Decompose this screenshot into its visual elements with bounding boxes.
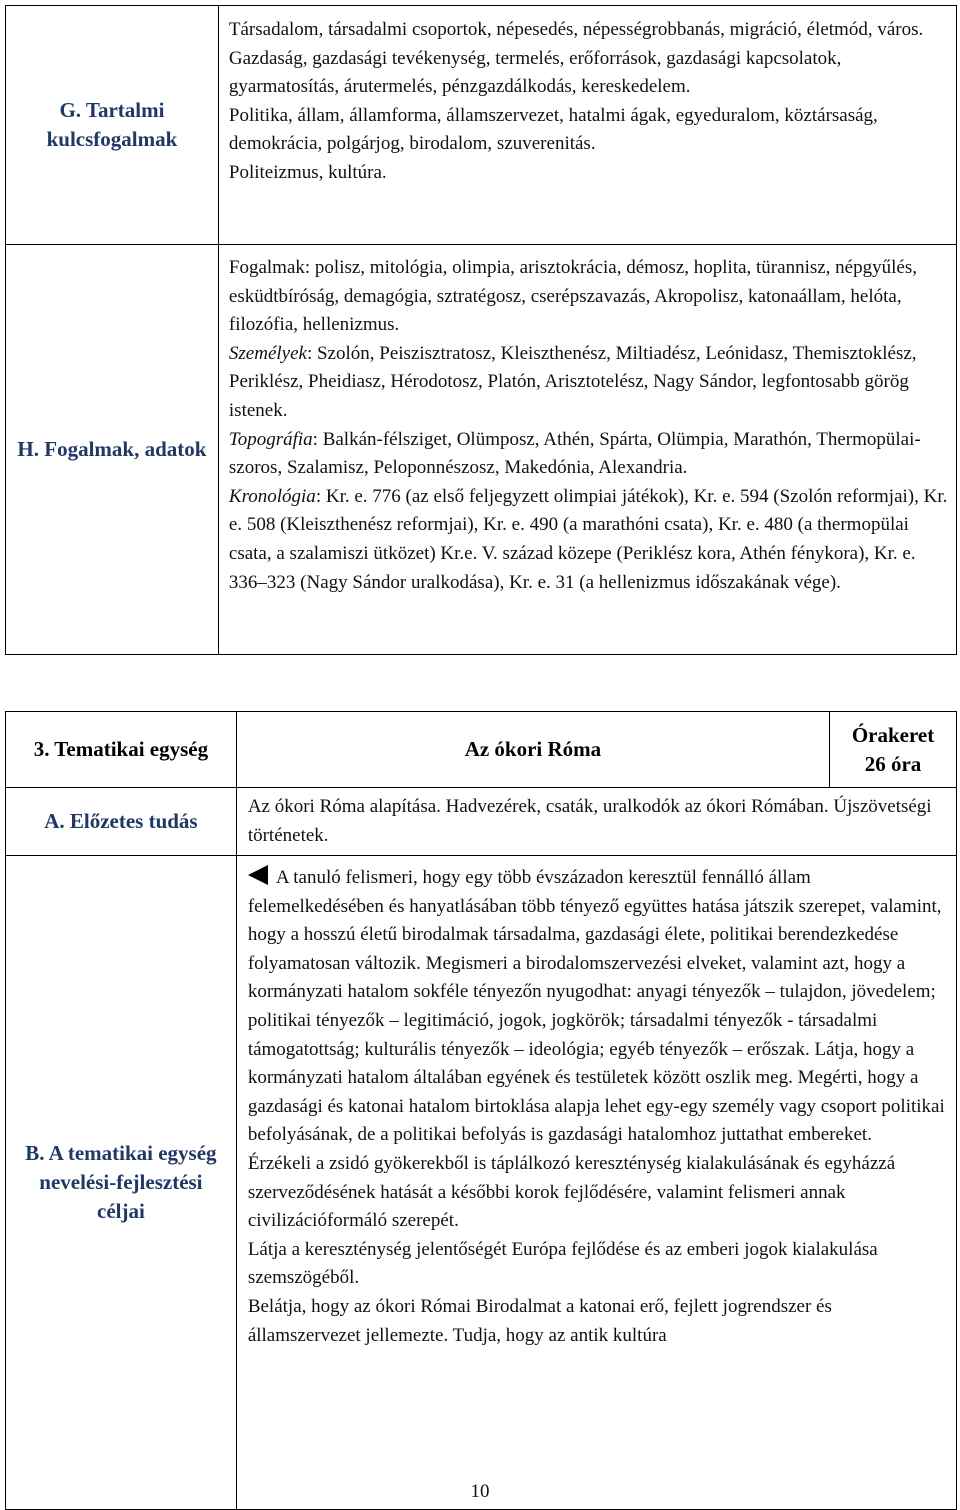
- unit-title: Az ókori Róma: [464, 737, 602, 761]
- row-a-content: [236, 788, 956, 856]
- row-b-content: [236, 856, 956, 1510]
- row-g-label-text: G. Tartalmi kulcsfogalmak: [46, 98, 178, 151]
- row-b: [6, 856, 957, 1510]
- row-h-label-text: H. Fogalmak, adatok: [17, 437, 207, 461]
- unit-label-cell: [6, 712, 237, 788]
- topografia-label: Topográfia: [228, 428, 313, 450]
- row-b-label-text: B. A tematikai egység nevelési-fejlesztési céljai: [25, 1141, 217, 1223]
- row-h: [6, 245, 957, 655]
- triangle-marker-icon: [248, 865, 268, 885]
- kronologia-text: : Kr. e. 776 (az első feljegyzett olimpiai játékok), Kr. e. 594 (Szolón reformjai), Kr. e. 508 (Kleiszthenész reformjai), Kr. e. 490 (a marathóni csata), Kr. e. 480 (a thermopülai csata, a szalamiszi ütközet) Kr.e. V. század közepe (Periklész kora, Athén fénykora), Kr. e. 336–323 (Nagy Sándor uralkodása), Kr. e. 31 (a hellenizmus időszakának vége).: [228, 485, 948, 593]
- kulcsfogalom-line: Társadalom, társadalmi csoportok, népesedés, népességrobbanás, migráció, életmód, város.: [228, 19, 924, 40]
- szemelyek-paragraph: [229, 340, 948, 426]
- unit-header-row: [6, 712, 957, 788]
- elozetes-tudas-text: Az ókori Róma alapítása. Hadvezérek, csaták, uralkodók az ókori Rómában. Újszövetségi történetek.: [247, 796, 932, 846]
- row-a-label-text: A. Előzetes tudás: [44, 809, 198, 833]
- celok-paragraph-text: A tanuló felismeri, hogy egy több évszázadon keresztül fennálló állam felemelkedésében és hanyatlásában több tényező együttes hatása játszik szerepet, valamint, hogy a hosszú életű birodalmak társadalma, gazdasági élete, politikai berendezkedése folyamatosan változik. Megismeri a birodalomszervezési elveket, valamint azt, hogy a kormányzati hatalom sokféle tényezőn nyugodhat: anyagi tényezők – tulajdon, jövedelem; politikai tényezők – legitimáció, jogok, jogkörök; társadalmi tényezők - társadalmi támogatottság; kulturális tényezők – ideológia; egyéb tényezők – erőszak. Látja, hogy a kormányzati hatalom általában egyének és testületek között oszlik meg. Megérti, hogy a gazdasági és katonai hatalom birtoklása alapja lehet egy-egy személy vagy csoport politikai befolyásának, de a politikai befolyás is gazdasági hatalomhoz juttathat embereket.: [247, 867, 945, 1146]
- unit-label: 3. Tematikai egység: [33, 737, 209, 761]
- topografia-text: : Balkán-félsziget, Olümposz, Athén, Spárta, Olümpia, Marathón, Thermopülai-szoros, Szalamisz, Peloponnészosz, Makedónia, Alexandria.: [228, 428, 921, 479]
- unit-title-cell: [236, 712, 829, 788]
- kulcsfogalom-line: Gazdaság, gazdasági tevékenység, termelés, erőforrások, gazdasági kapcsolatok, gyarmatosítás, árutermelés, pénzgazdálkodás, kereskedelem.: [228, 47, 842, 98]
- row-g-content: [218, 6, 956, 245]
- szemelyek-label: Személyek: [228, 342, 307, 364]
- kronologia-label: Kronológia: [228, 485, 316, 507]
- row-a: [6, 788, 957, 856]
- kronologia-paragraph: [229, 483, 948, 597]
- row-a-label: [6, 788, 237, 856]
- topografia-paragraph: [229, 426, 948, 483]
- hours-label: Órakeret: [851, 722, 935, 747]
- page-number: 10: [470, 1481, 490, 1502]
- content-table-g-h: [5, 5, 957, 655]
- hours-cell: [830, 712, 957, 788]
- kulcsfogalom-line: Politeizmus, kultúra.: [228, 161, 387, 183]
- row-g-label: [6, 6, 219, 245]
- celok-paragraph: [248, 864, 946, 1150]
- row-b-label: [6, 856, 237, 1510]
- row-h-content: [218, 245, 956, 655]
- celok-paragraph: Látja a kereszténység jelentőségét Európa fejlődése és az emberi jogok kialakulása szemszögéből.: [247, 1238, 878, 1289]
- szemelyek-text: : Szolón, Peiszisztratosz, Kleiszthenész, Miltiadész, Leónidasz, Themisztoklész, Periklész, Pheidiasz, Hérodotosz, Platón, Arisztotelész, Nagy Sándor, legfontosabb görög istenek.: [228, 342, 917, 421]
- row-h-label: [6, 245, 219, 655]
- tematikai-egyseg-table: [5, 711, 957, 1510]
- hours-value: 26 óra: [864, 751, 922, 776]
- row-g: [6, 6, 957, 245]
- celok-paragraph: Érzékeli a zsidó gyökerekből is táplálkozó kereszténység kialakulásának és egyházzá szerveződésének hatását a későbbi korok fejlődésére, valamint felismeri annak civilizációformáló szerepét.: [247, 1152, 896, 1232]
- kulcsfogalom-line: Politika, állam, államforma, államszervezet, hatalmi ágak, egyeduralom, köztársaság, demokrácia, polgárjog, birodalom, szuverenitás.: [228, 104, 878, 155]
- fogalmak-paragraph: Fogalmak: polisz, mitológia, olimpia, arisztokrácia, démosz, hoplita, türannisz, népgyűlés, esküdtbíróság, demagógia, sztratégosz, cserépszavazás, Akropolisz, katonaállam, helóta, filozófia, hellenizmus.: [228, 257, 917, 336]
- celok-paragraph: Belátja, hogy az ókori Római Birodalmat a katonai erő, fejlett jogrendszer és államszervezet jellemezte. Tudja, hogy az antik kultúra: [247, 1295, 832, 1346]
